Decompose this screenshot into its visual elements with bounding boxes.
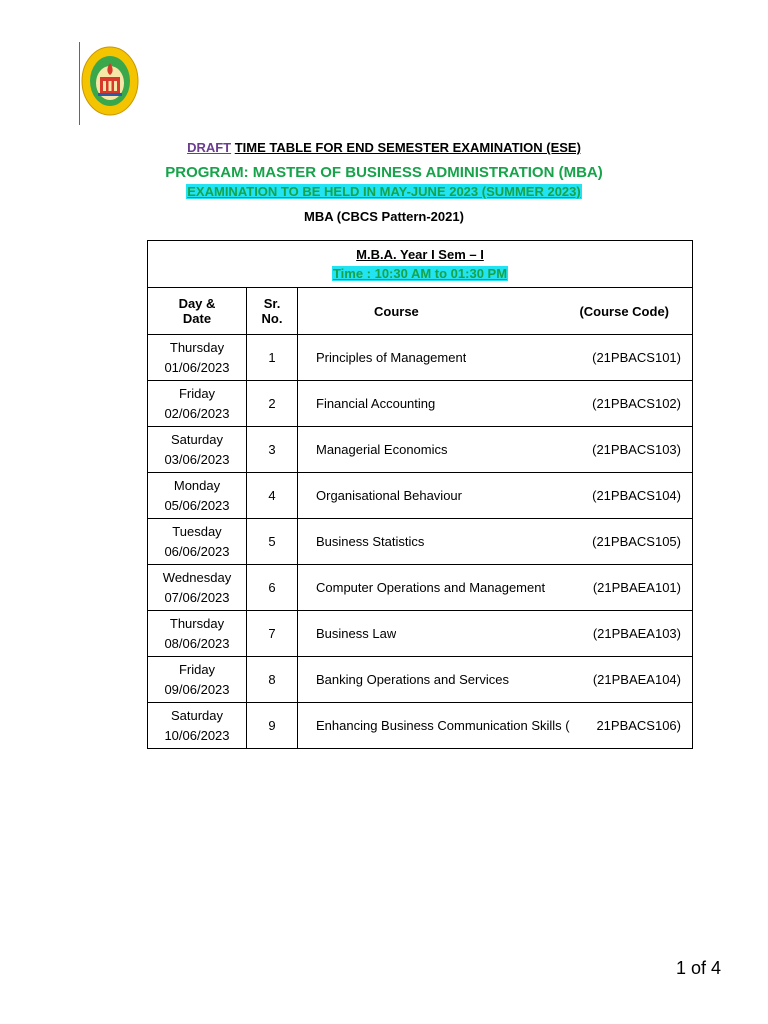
table-row [148,611,693,657]
timetable [147,240,693,749]
header-course [298,288,693,335]
day: Thursday [169,339,225,355]
date: 10/06/2023 [164,727,230,743]
date: 08/06/2023 [164,635,230,651]
day-date-cell [148,381,247,427]
day-date-cell [148,519,247,565]
exam-period-text: EXAMINATION TO BE HELD IN MAY-JUNE 2023 (SUMMER 2023) [187,184,581,199]
table-row [148,703,693,749]
day-date-cell [148,611,247,657]
date: 09/06/2023 [164,681,230,697]
day-date-cell [148,427,247,473]
date: 02/06/2023 [164,405,230,421]
course-name: Enhancing Business Communication Skills ( [316,717,570,733]
day: Friday [178,385,216,401]
day-date-cell [148,473,247,519]
course-cell [298,703,693,749]
pattern-subtitle: MBA (CBCS Pattern-2021) [304,209,464,224]
course-cell [298,519,693,565]
day: Saturday [170,431,224,447]
course-cell [298,427,693,473]
sr-no: 5 [247,519,298,565]
date: 05/06/2023 [164,497,230,513]
course-cell [298,657,693,703]
course-code: (21PBACS103) [592,441,681,457]
day: Tuesday [172,523,222,539]
day-date-cell [148,703,247,749]
course-code: (21PBAEA104) [592,671,681,687]
date: 03/06/2023 [164,451,230,467]
date: 01/06/2023 [164,359,230,375]
day: Wednesday [162,569,232,585]
day-date-cell [148,657,247,703]
course-name: Business Law [316,625,397,641]
exam-period [0,184,768,199]
table-row [148,519,693,565]
day-date-cell [148,565,247,611]
document-title [0,140,768,155]
date: 06/06/2023 [164,543,230,559]
course-name: Financial Accounting [316,395,436,411]
college-logo [80,45,140,117]
table-title-cell [148,241,693,288]
course-name: Banking Operations and Services [316,671,509,687]
sr-no: 1 [247,335,298,381]
course-cell [298,335,693,381]
table-row [148,565,693,611]
course-code: 21PBACS106) [596,717,681,733]
table-row [148,335,693,381]
course-code: (21PBACS105) [592,533,681,549]
sr-no: 7 [247,611,298,657]
date: 07/06/2023 [164,589,230,605]
day: Monday [173,477,221,493]
day: Friday [178,661,216,677]
year-title: M.B.A. Year I Sem – I [356,247,484,262]
sr-no: 4 [247,473,298,519]
course-code: (21PBAEA103) [592,625,681,641]
course-cell [298,611,693,657]
course-code: (21PBACS102) [592,395,681,411]
table-row [148,657,693,703]
course-cell [298,473,693,519]
header-course-label: Course [374,303,419,319]
course-name: Managerial Economics [316,441,448,457]
sr-no: 6 [247,565,298,611]
draft-label: DRAFT [187,140,232,155]
program-title: PROGRAM: MASTER OF BUSINESS ADMINISTRATION (MBA) [165,164,603,181]
header-code-label: (Course Code) [579,303,669,319]
title-text: TIME TABLE FOR END SEMESTER EXAMINATION (ESE) [234,140,581,155]
sr-no: 3 [247,427,298,473]
sr-no: 9 [247,703,298,749]
course-name: Business Statistics [316,533,425,549]
day: Thursday [169,615,225,631]
course-code: (21PBAEA101) [592,579,681,595]
course-code: (21PBACS104) [592,487,681,503]
course-name: Principles of Management [316,349,467,365]
table-row [148,427,693,473]
header-row [148,288,693,335]
day: Saturday [170,707,224,723]
page-indicator: 1 of 4 [676,958,722,978]
sr-no: 8 [247,657,298,703]
table-row [148,381,693,427]
exam-time: Time : 10:30 AM to 01:30 PM [332,266,508,281]
sr-no: 2 [247,381,298,427]
table-row [148,473,693,519]
course-name: Organisational Behaviour [316,487,462,503]
course-code: (21PBACS101) [592,349,681,365]
day-date-cell [148,335,247,381]
course-name: Computer Operations and Management [316,579,546,595]
header-sr-no: Sr. No. [247,288,298,335]
course-cell [298,381,693,427]
course-cell [298,565,693,611]
header-day-date: Day & Date [148,288,247,335]
